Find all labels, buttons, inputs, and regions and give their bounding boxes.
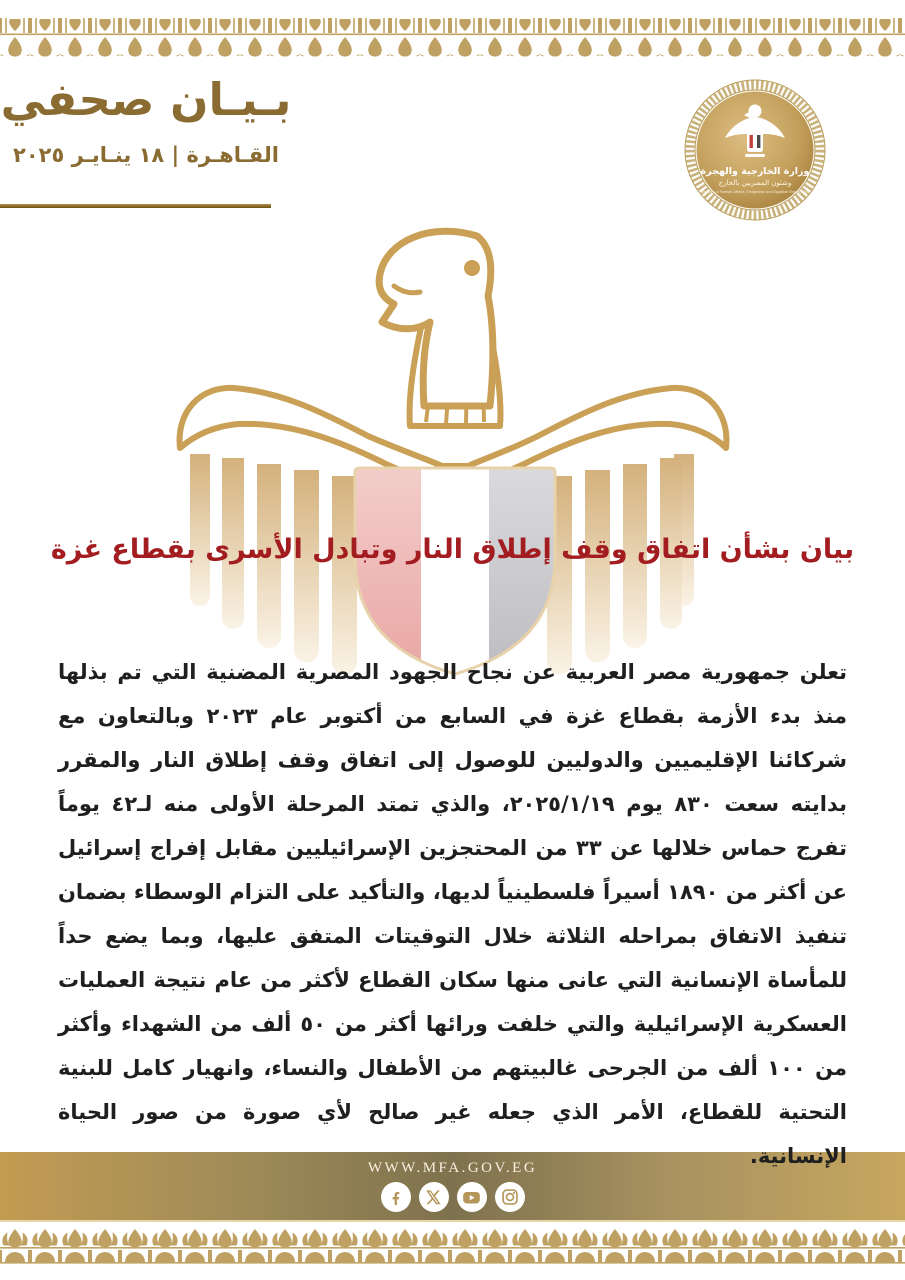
ministry-subname-arabic: وشئون المصريين بالخارج bbox=[718, 179, 792, 187]
instagram-button[interactable] bbox=[495, 1182, 525, 1212]
eagle-of-saladin-icon bbox=[172, 226, 732, 686]
statement-subject-title: بيان بشأن اتفاق وقف إطلاق النار وتبادل الأسرى بقطاع غزة bbox=[50, 534, 855, 565]
ministry-name-arabic: وزارة الخارجية والهجرة bbox=[700, 166, 810, 177]
ministry-logo bbox=[680, 75, 830, 225]
gold-divider-line bbox=[0, 204, 271, 208]
youtube-button[interactable] bbox=[457, 1182, 487, 1212]
statement-header bbox=[0, 70, 292, 167]
ministry-name-english: Ministry of Foreign Affairs, Emigration and Egyptian Expatriates bbox=[701, 190, 809, 194]
website-link[interactable]: WWW.MFA.GOV.EG bbox=[367, 1160, 538, 1176]
facebook-button[interactable] bbox=[381, 1182, 411, 1212]
egyptian-frieze-top bbox=[0, 18, 905, 58]
facebook-icon bbox=[386, 1188, 405, 1207]
x-twitter-icon bbox=[425, 1189, 442, 1206]
press-statement-title: بـيـان صحفي bbox=[0, 73, 292, 126]
x-twitter-button[interactable] bbox=[419, 1182, 449, 1212]
ministry-medallion-icon bbox=[680, 75, 830, 225]
youtube-icon bbox=[462, 1188, 481, 1207]
city-date-line: القـاهـرة | ١٨ ينـايـر ٢٠٢٥ bbox=[13, 142, 279, 167]
eagle-head bbox=[379, 231, 493, 406]
egypt-flag-shield bbox=[355, 468, 555, 678]
statement-body-paragraph: تعلن جمهورية مصر العربية عن نجاح الجهود المصرية المضنية التي تم بذلها منذ بدء الأزمة بقطاع غزة في السابع من أكتوبر عام ٢٠٢٣ وبالتعاون مع شركائنا الإقليميين والدوليين للوصول إلى اتفاق وقف إطلاق النار والمقرر بدايته سعت ٨٣٠ يوم ٢٠٢٥/١/١٩، والذي تمتد المرحلة الأولى منه لـ٤٢ يوماً تفرج حماس خلالها عن ٣٣ من المحتجزين الإسرائيليين مقابل إفراج إسرائيل عن أكثر من ١٨٩٠ أسيراً فلسطينياً لديها، والتأكيد على التزام الوسطاء بضمان تنفيذ الاتفاق بمراحله الثلاثة خلال التوقيتات المتفق عليها، وبما يضع حداً للمأساة الإنسانية التي عانى منها سكان القطاع لأكثر من عام نتيجة العمليات العسكرية الإسرائيلية والتي خلفت ورائها أكثر من ٥٠ ألف من الشهداء وأكثر من ١٠٠ ألف من الجرحى غالبيتهم من الأطفال والنساء، وانهيار كامل للبنية التحتية للقطاع، الأمر الذي جعله غير صالح لأي صورة من صور الحياة الإنسانية. bbox=[58, 660, 848, 1168]
frieze-bottom-pattern-icon bbox=[0, 1228, 905, 1264]
instagram-icon bbox=[501, 1188, 519, 1206]
eagle-emblem-watermark bbox=[172, 226, 732, 686]
egyptian-frieze-bottom bbox=[0, 1228, 905, 1264]
social-icons-row bbox=[381, 1182, 525, 1212]
frieze-top-pattern-icon bbox=[0, 18, 905, 58]
